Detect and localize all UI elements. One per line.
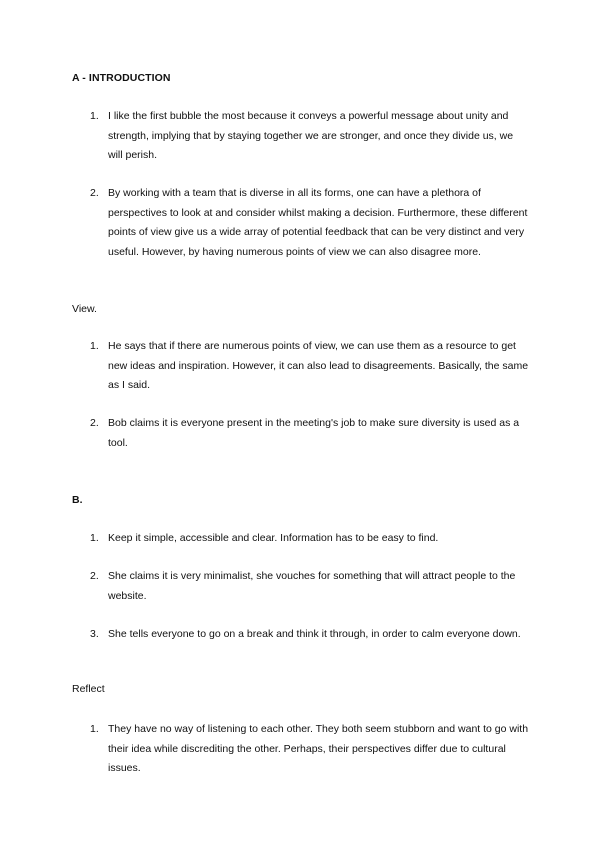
- list-item: [90, 625, 530, 645]
- list-item: [90, 414, 530, 453]
- list-text: I like the first bubble the most because it conveys a powerful message about unity and strength, implying that by staying together we are stronger, and once they divide us, we will perish.: [108, 110, 514, 162]
- list-text: He says that if there are numerous points of view, we can use them as a resource to get new ideas and inspiration. However, it can also lead to disagreements. Basically, the same as I said.: [108, 340, 529, 392]
- list-item: [90, 337, 530, 396]
- list-text: Keep it simple, accessible and clear. Information has to be easy to find.: [108, 532, 439, 544]
- section-b-heading: B.: [72, 494, 83, 506]
- list-number: 3.: [90, 628, 99, 640]
- reflect-label: Reflect: [72, 683, 105, 695]
- list-item: [90, 184, 530, 262]
- list-number: 1.: [90, 532, 99, 544]
- list-text: She tells everyone to go on a break and think it through, in order to calm everyone down.: [108, 628, 521, 640]
- list-item: [90, 107, 530, 166]
- view-label: View.: [72, 303, 97, 315]
- list-text: They have no way of listening to each other. They both seem stubborn and want to go with their idea while discrediting the other. Perhaps, their perspectives differ due to cultural issues.: [108, 723, 529, 775]
- list-item: [90, 720, 530, 779]
- list-number: 2.: [90, 187, 99, 199]
- list-number: 1.: [90, 340, 99, 352]
- section-a-heading: A - INTRODUCTION: [72, 72, 171, 84]
- list-item: [90, 529, 530, 549]
- list-text: By working with a team that is diverse in all its forms, one can have a plethora of perspectives to look at and consider whilst making a decision. Furthermore, these different points of view give us a wide array of potential feedback that can be very distinct and very useful. However, by having numerous points of view we can also disagree more.: [108, 187, 528, 258]
- list-text: She claims it is very minimalist, she vouches for something that will attract people to the website.: [108, 570, 516, 602]
- list-text: Bob claims it is everyone present in the meeting's job to make sure diversity is used as a tool.: [108, 417, 520, 449]
- list-number: 2.: [90, 417, 99, 429]
- list-number: 2.: [90, 570, 99, 582]
- list-number: 1.: [90, 723, 99, 735]
- list-number: 1.: [90, 110, 99, 122]
- list-item: [90, 567, 530, 606]
